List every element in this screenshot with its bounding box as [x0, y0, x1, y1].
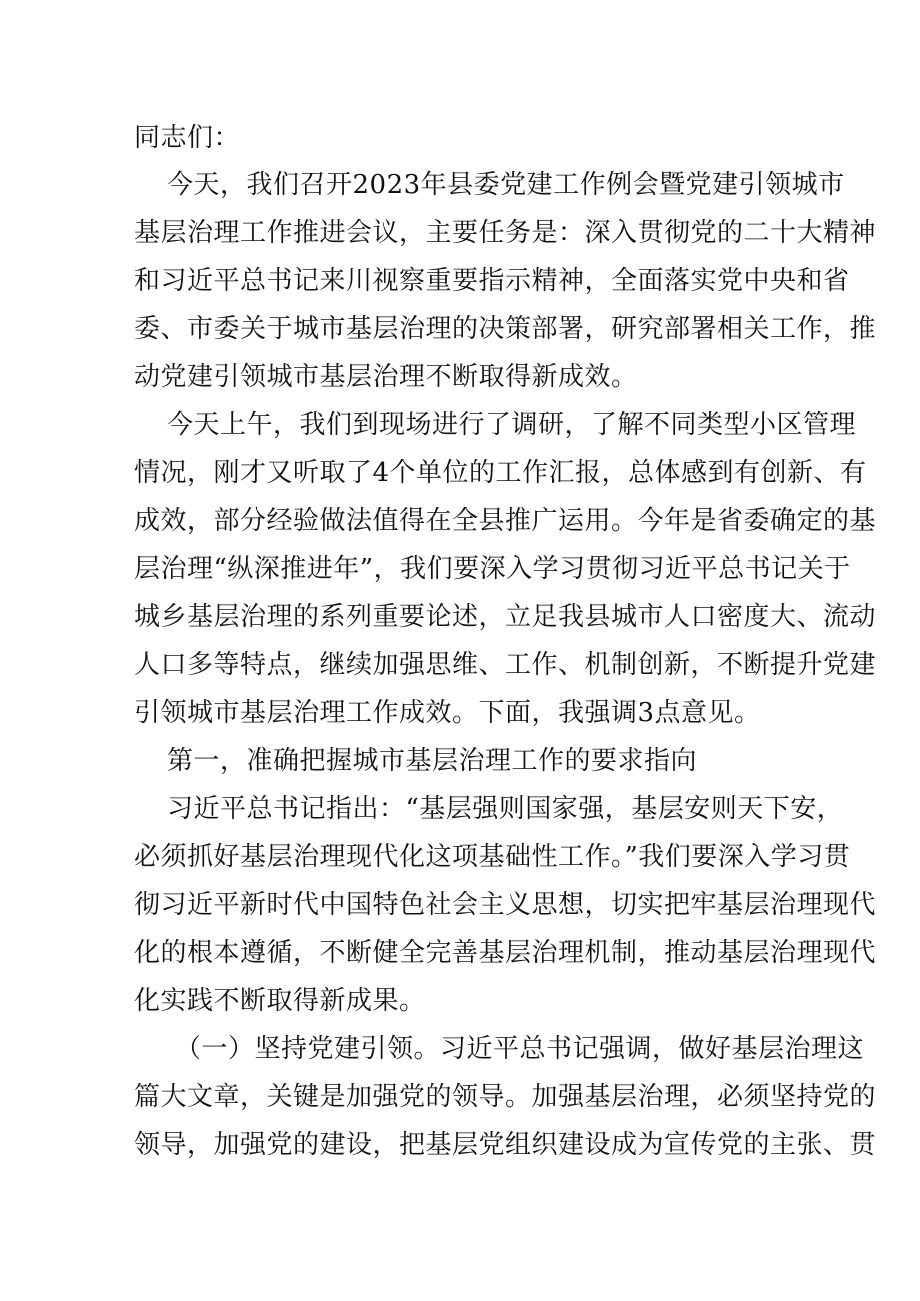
subsection-line: （一）坚持党建引领。习近平总书记强调，做好基层治理这 [175, 1034, 865, 1064]
salutation-line: 同志们： [134, 123, 241, 153]
paragraph-line: 动党建引领城市基层治理不断取得新成效。 [134, 362, 638, 392]
paragraph-line: 城乡基层治理的系列重要论述，立足我县城市人口密度大、流动 [134, 602, 877, 632]
paragraph-line: 层治理“纵深推进年”，我们要深入学习贯彻习近平总书记关于 [134, 554, 851, 584]
paragraph-line: 委、市委关于城市基层治理的决策部署，研究部署相关工作，推 [134, 314, 877, 344]
paragraph-line: 化的根本遵循，不断健全完善基层治理机制，推动基层治理现代 [134, 938, 877, 968]
paragraph-line: 引领城市基层治理工作成效。下面，我强调3点意见。 [134, 698, 761, 728]
paragraph-line: 成效，部分经验做法值得在全县推广运用。今年是省委确定的基 [134, 506, 877, 536]
paragraph-line: 必须抓好基层治理现代化这项基础性工作。”我们要深入学习贯 [134, 842, 851, 872]
paragraph-line: 习近平总书记指出：“基层强则国家强，基层安则天下安， [167, 794, 844, 824]
paragraph-line: 人口多等特点，继续加强思维、工作、机制创新，不断提升党建 [134, 650, 877, 680]
paragraph-line: 领导，加强党的建设，把基层党组织建设成为宣传党的主张、贯 [134, 1130, 877, 1160]
paragraph-line: 彻习近平新时代中国特色社会主义思想，切实把牢基层治理现代 [134, 890, 877, 920]
paragraph-line: 基层治理工作推进会议，主要任务是：深入贯彻党的二十大精神 [134, 218, 877, 248]
paragraph-line: 情况，刚才又听取了4个单位的工作汇报，总体感到有创新、有 [134, 458, 867, 488]
paragraph-line: 和习近平总书记来川视察重要指示精神，全面落实党中央和省 [134, 266, 850, 296]
paragraph-line: 篇大文章，关键是加强党的领导。加强基层治理，必须坚持党的 [134, 1082, 877, 1112]
paragraph-line: 今天上午，我们到现场进行了调研，了解不同类型小区管理 [167, 410, 857, 440]
paragraph-line: 化实践不断取得新成果。 [134, 986, 426, 1016]
paragraph-line: 今天，我们召开2023年县委党建工作例会暨党建引领城市 [167, 170, 845, 200]
section-heading: 第一，准确把握城市基层治理工作的要求指向 [167, 746, 698, 776]
